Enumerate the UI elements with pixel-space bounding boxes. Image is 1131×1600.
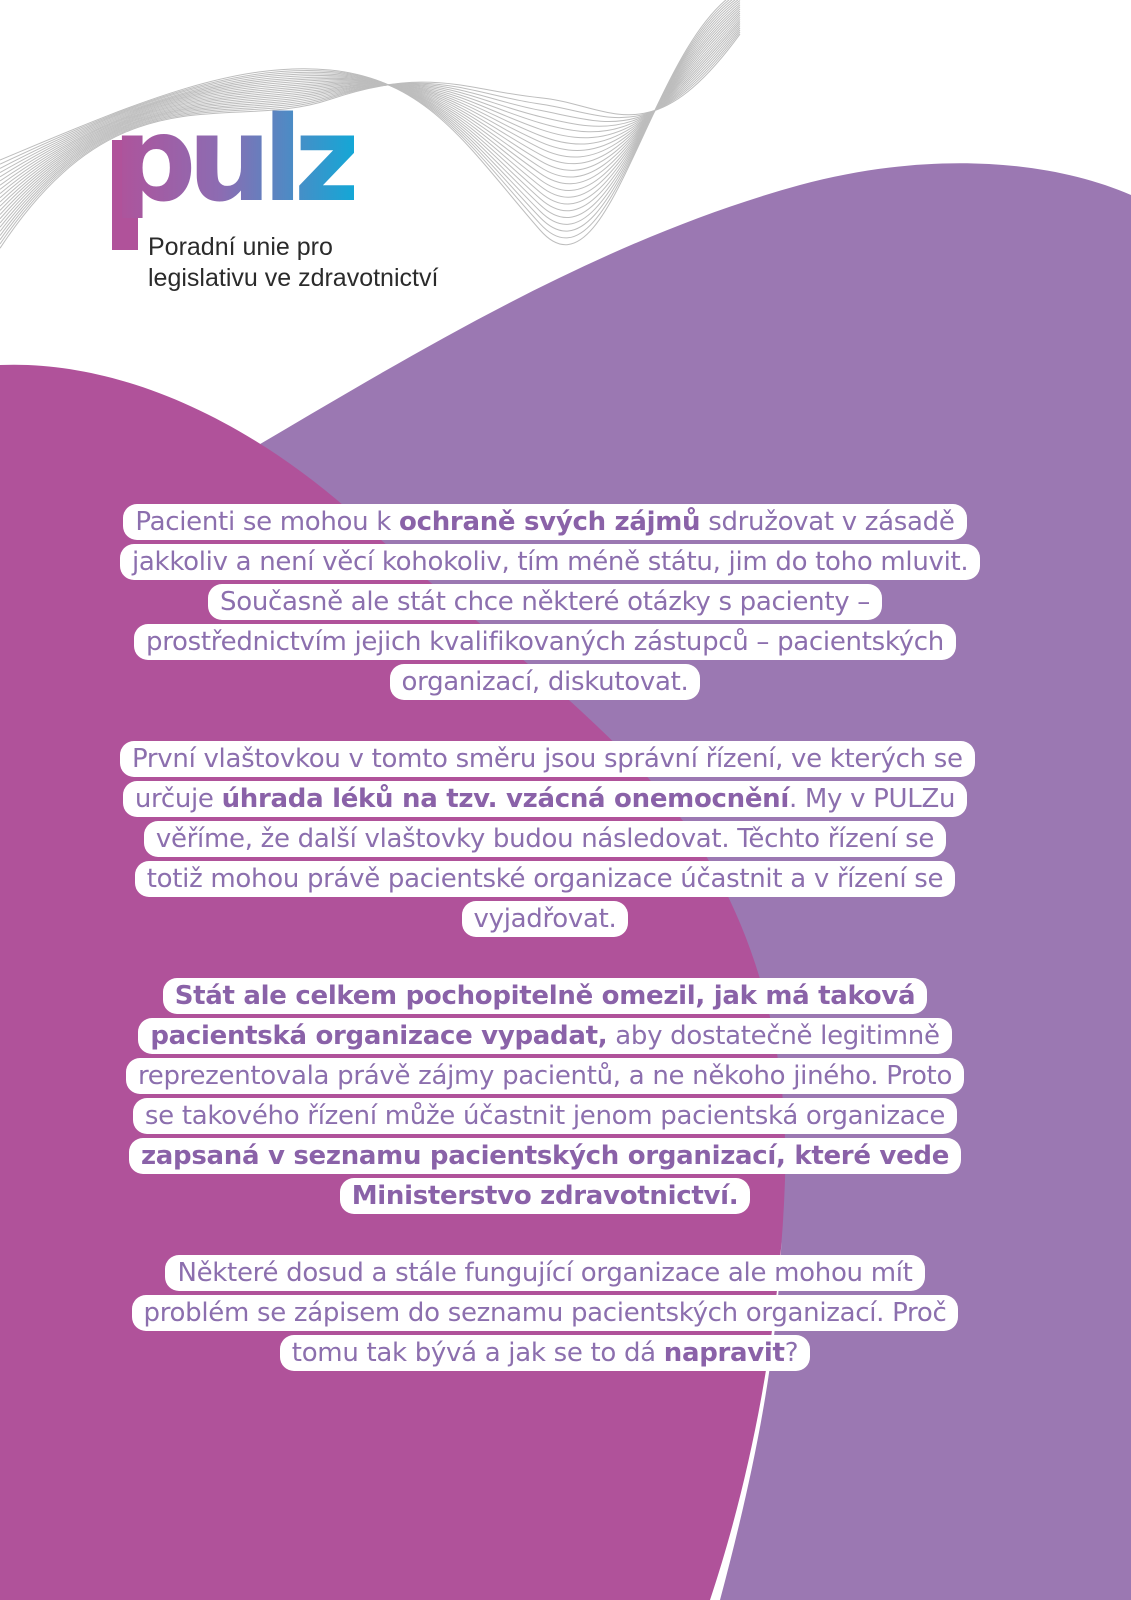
paragraph-1-text-a: Pacienti se mohou k bbox=[135, 507, 400, 537]
paragraph-4-text-b: ? bbox=[784, 1338, 799, 1368]
text-content bbox=[120, 502, 970, 1373]
paragraph-4-bold-a: napravit bbox=[663, 1338, 785, 1368]
paragraph-3-bold-a: Stát ale celkem pochopitelně omezil, jak má taková pacientská organizace vypadat, bbox=[150, 981, 916, 1051]
pulz-logo bbox=[112, 90, 512, 292]
paragraph-3-text-a: aby dostatečně legitimně reprezentovala právě zájmy pacientů, a ne někoho jiného. Proto se takového řízení může účastnit jenom pacientská organizace bbox=[137, 1021, 953, 1131]
logo-subtitle bbox=[148, 232, 438, 294]
paragraph-1-text-b: sdružovat v zásadě jakkoliv a není věcí kohokoliv, tím méně státu, jim do toho mluvit. Současně ale stát chce některé otázky s pacienty – prostřednictvím jejich kvalifikovaných zástupců – pacientských organizací, diskutovat. bbox=[132, 507, 969, 697]
paragraph-2-bold-a: úhrada léků na tzv. vzácná onemocnění bbox=[221, 784, 789, 814]
logo-subtitle-line2: legislativu ve zdravotnictví bbox=[148, 264, 439, 292]
logo-wordmark: pulz bbox=[112, 90, 354, 228]
paragraph-1-bold-a: ochraně svých zájmů bbox=[399, 507, 701, 537]
paragraph-2-text-b: . My v PULZu věříme, že další vlaštovky budou následovat. Těchto řízení se totiž mohou právě pacientské organizace účastnit a v řízení se vyjadřovat. bbox=[146, 784, 956, 934]
paragraph-1 bbox=[120, 502, 970, 702]
logo-subtitle-line1: Poradní unie pro bbox=[148, 233, 333, 261]
paragraph-4-text-a: Některé dosud a stále fungující organizace ale mohou mít problém se zápisem do seznamu pacientských organizací. Proč tomu tak bývá a jak se to dá bbox=[143, 1258, 947, 1368]
paragraph-4 bbox=[120, 1253, 970, 1373]
paragraph-3 bbox=[120, 976, 970, 1216]
paragraph-2 bbox=[120, 739, 970, 939]
paragraph-2-text-a: První vlaštovkou v tomto směru jsou správní řízení, ve kterých se určuje bbox=[132, 744, 963, 814]
paragraph-3-bold-b: zapsaná v seznamu pacientských organizací, které vede Ministerstvo zdravotnictví. bbox=[140, 1141, 950, 1211]
